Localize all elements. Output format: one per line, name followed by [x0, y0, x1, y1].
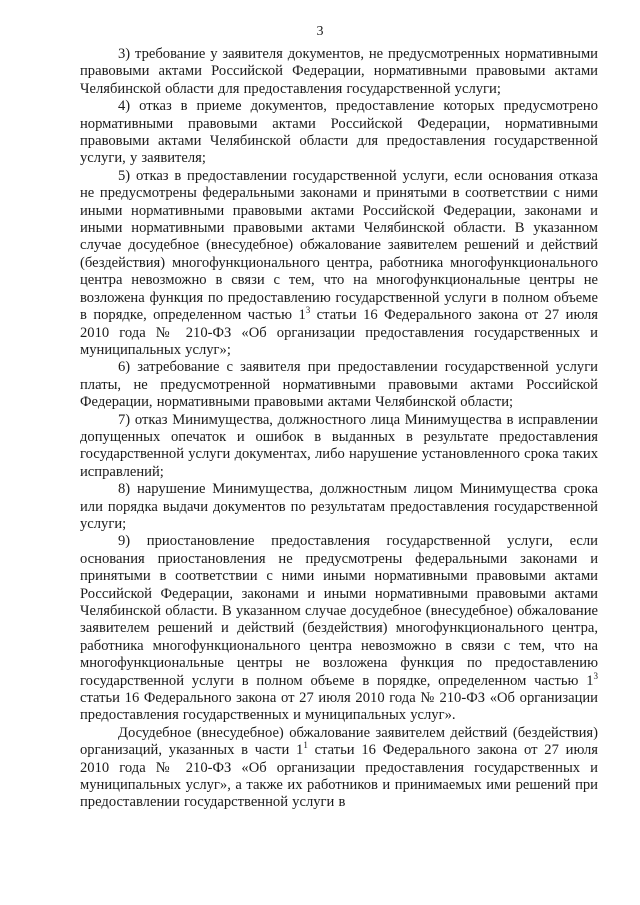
- paragraph-text: 3) требование у заявителя документов, не предусмотренных нормативными правовыми актами Российской Федерации, нормативными правовыми актами Челябинской области для предоставления государственной услуги;: [80, 46, 598, 97]
- paragraph-pretrial-appeal: [80, 725, 598, 812]
- paragraph-item-4: [80, 98, 598, 168]
- paragraph-text: 6) затребование с заявителя при предоставлении государственной услуги платы, не предусмотренной нормативными правовыми актами Российской Федерации, нормативными правовыми актами Челябинской области;: [80, 359, 598, 411]
- superscript-marker: 3: [305, 305, 311, 316]
- paragraph-text-before: 9) приостановление предоставления государственной услуги, если основания приостановления не предусмотрены федеральными законами и принятыми в соответствии с ними иными нормативными правовыми актами Российской Федерации, законами и иными нормативными правовыми актами Челябинской области. В указанном случае досудебное (внесудебное) обжалование заявителем решений и действий (бездействия) многофункционального центра, работника многофункционального центра невозможно в связи с тем, что на многофункциональные центры не возложена функция по предоставлению государственной услуги в полном объеме в порядке, определенном частью 1: [80, 533, 598, 689]
- paragraph-text-after: статьи 16 Федерального закона от 27 июля 2010 года № 210-ФЗ «Об организации предоставления государственных и муниципальных услуг».: [80, 690, 598, 724]
- page-number: 3: [316, 24, 324, 39]
- paragraph-item-5: [80, 168, 598, 359]
- paragraph-text: 8) нарушение Минимущества, должностным лицом Минимущества срока или порядка выдачи документов по результатам предоставления государственной услуги;: [80, 481, 598, 532]
- paragraph-item-8: [80, 481, 598, 533]
- superscript-marker: 3: [593, 670, 598, 681]
- paragraph-text: 4) отказ в приеме документов, предоставление которых предусмотрено нормативными правовыми актами Российской Федерации, нормативными правовыми актами Челябинской области для предоставления государственной услуги, у заявителя;: [80, 98, 598, 167]
- superscript-marker: 1: [303, 740, 308, 751]
- paragraph-text-before: Досудебное (внесудебное) обжалование заявителем действий (бездействия) организаций, указанных в части 1: [80, 724, 598, 759]
- paragraph-item-7: [80, 412, 598, 482]
- document-body: [80, 46, 598, 812]
- paragraph-text: 7) отказ Минимущества, должностного лица Минимущества в исправлении допущенных опечаток и ошибок в выданных в результате предоставления государственной услуги документах, либо нарушение установленного срока таких исправлений;: [80, 411, 598, 480]
- paragraph-text-before: 5) отказ в предоставлении государственной услуги, если основания отказа не предусмотрены федеральными законами и принятыми в соответствии с ними иными нормативными правовыми актами Российской Федерации, законами и иными нормативными правовыми актами Челябинской области. В указанном случае досудебное (внесудебное) обжалование заявителем решений и действий (бездействия) многофункционального центра, работника многофункционального центра невозможно в связи с тем, что на многофункциональные центры не возложена функция по предоставлению государственной услуги в полном объеме в порядке, определенном частью 1: [80, 167, 598, 324]
- paragraph-text-after: статьи 16 Федерального закона от 27 июля 2010 года № 210-ФЗ «Об организации предоставления государственных и муниципальных услуг», а также их работников и принимаемых ими решений при предоставлении государственной услуги в: [80, 742, 598, 811]
- paragraph-text-after: статьи 16 Федерального закона от 27 июля 2010 года № 210-ФЗ «Об организации предоставления государственных и муниципальных услуг»;: [80, 307, 598, 358]
- paragraph-item-9: [80, 533, 598, 724]
- paragraph-item-6: [80, 359, 598, 411]
- paragraph-item-3: [80, 46, 598, 98]
